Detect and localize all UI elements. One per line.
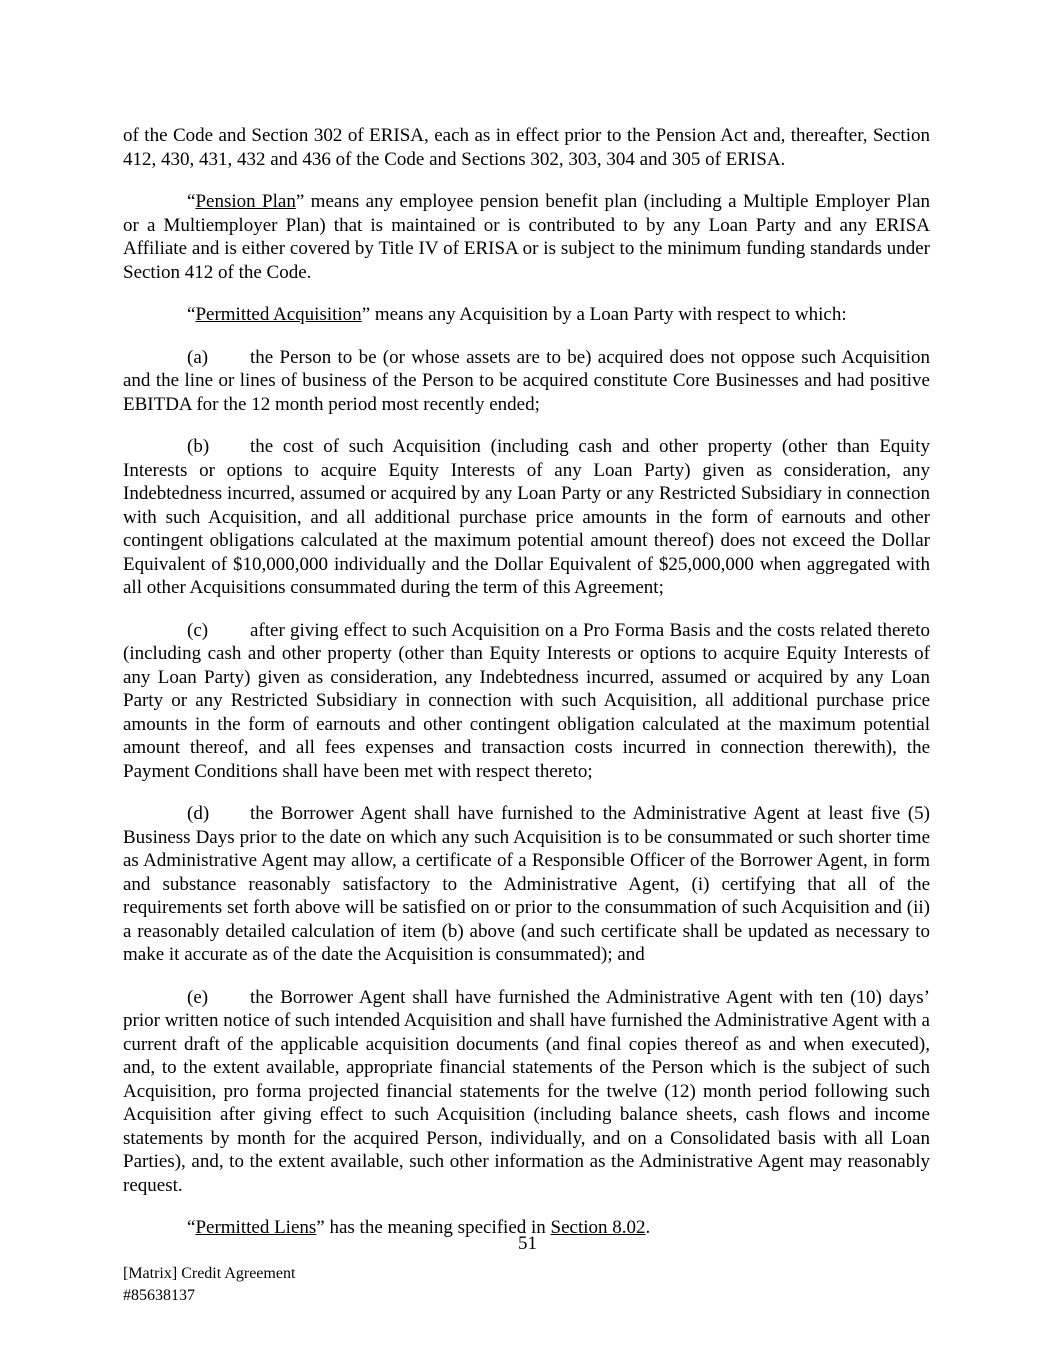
item-label: (b) bbox=[187, 436, 210, 457]
document-body bbox=[123, 124, 930, 1259]
paragraph-permitted-acquisition bbox=[123, 303, 930, 327]
item-text: the Borrower Agent shall have furnished the Administrative Agent with ten (10) days’ prior written notice of such intended Acquisition and shall have furnished the Administrative Agent with a current draft of the applicable acquisition documents (and final copies thereof as and when executed), and, to the extent available, appropriate financial statements of the Person which is the subject of such Acquisition, pro forma projected financial statements for the twelve (12) month period following such Acquisition after giving effect to such Acquisition (including balance sheets, cash flows and income statements by month for the acquired Person, individually, and on a Consolidated basis with all Loan Parties), and, to the extent available, such other information as the Administrative Agent may reasonably request. bbox=[123, 986, 930, 1196]
list-item-b bbox=[123, 435, 930, 600]
open-quote: “ bbox=[187, 304, 196, 325]
item-label: (c) bbox=[187, 619, 209, 641]
footer-doc-id: #85638137 bbox=[123, 1287, 195, 1304]
item-text: after giving effect to such Acquisition on a Pro Forma Basis and the costs related thereto (including cash and other property (other than Equity Interests or options to acquire Equity Interests of any Loan Party) given as consideration, any Indebtedness incurred, assumed or acquired by any Loan Party or any Restricted Subsidiary in connection with such Acquisition, all additional purchase price amounts in the form of earnouts and other contingent obligation calculated at the maximum potential amount thereof, and all fees expenses and transaction costs incurred in connection therewith), the Payment Conditions shall have been met with respect thereto; bbox=[123, 619, 930, 782]
item-label: (a) bbox=[187, 346, 209, 368]
item-text: the cost of such Acquisition (including cash and other property (other than Equity Interests or options to acquire Equity Interests of any Loan Party) given as consideration, any Indebtedness incurred, assumed or acquired by any Loan Party or any Restricted Subsidiary in connection with such Acquisition, and all additional purchase price amounts in the form of earnouts and other contingent obligations calculated at the maximum potential amount thereof) does not exceed the Dollar Equivalent of $10,000,000 individually and the Dollar Equivalent of $25,000,000 when aggregated with all other Acquisitions consummated during the term of this Agreement; bbox=[123, 436, 930, 598]
item-label: (d) bbox=[187, 803, 210, 824]
open-quote: “ bbox=[187, 1217, 196, 1238]
list-item-e bbox=[123, 986, 930, 1198]
definition-text: ” has the meaning specified in bbox=[316, 1217, 551, 1238]
section-reference: Section 8.02 bbox=[550, 1217, 646, 1238]
document-footer bbox=[123, 1263, 295, 1307]
open-quote: “ bbox=[187, 191, 196, 212]
page-number: 51 bbox=[518, 1232, 537, 1254]
list-item-a bbox=[123, 346, 930, 417]
definition-text: ” means any Acquisition by a Loan Party with respect to which: bbox=[361, 304, 847, 325]
footer-doc-title: [Matrix] Credit Agreement bbox=[123, 1265, 296, 1282]
defined-term-permitted-acquisition: Permitted Acquisition bbox=[195, 304, 362, 325]
paragraph-pension-plan bbox=[123, 190, 930, 284]
item-text: the Person to be (or whose assets are to be) acquired does not oppose such Acquisition and the line or lines of business of the Person to be acquired constitute Core Businesses and had positive EBITDA for the 12 month period most recently ended; bbox=[123, 346, 930, 415]
list-item-c bbox=[123, 619, 930, 784]
sentence-end: . bbox=[645, 1217, 651, 1238]
item-text: the Borrower Agent shall have furnished to the Administrative Agent at least five (5) Business Days prior to the date on which any such Acquisition is to be consummated or such shorter time as Administrative Agent may allow, a certificate of a Responsible Officer of the Borrower Agent, in form and substance reasonably satisfactory to the Administrative Agent, (i) certifying that all of the requirements set forth above will be satisfied on or prior to the consummation of such Acquisition and (ii) a reasonably detailed calculation of item (b) above (and such certificate shall be updated as necessary to make it accurate as of the date the Acquisition is consummated); and bbox=[123, 803, 930, 965]
defined-term-permitted-liens: Permitted Liens bbox=[195, 1217, 317, 1238]
list-item-d bbox=[123, 802, 930, 967]
item-label: (e) bbox=[187, 986, 209, 1008]
defined-term-pension-plan: Pension Plan bbox=[195, 191, 296, 212]
paragraph-continuation: of the Code and Section 302 of ERISA, each as in effect prior to the Pension Act and, thereafter, Section 412, 430, 431, 432 and 436 of the Code and Sections 302, 303, 304 and 305 of ERISA. bbox=[123, 125, 930, 170]
definition-text: ” means any employee pension benefit plan (including a Multiple Employer Plan or a Multiemployer Plan) that is maintained or is contributed to by any Loan Party and any ERISA Affiliate and is either covered by Title IV of ERISA or is subject to the minimum funding standards under Section 412 of the Code. bbox=[123, 191, 931, 283]
